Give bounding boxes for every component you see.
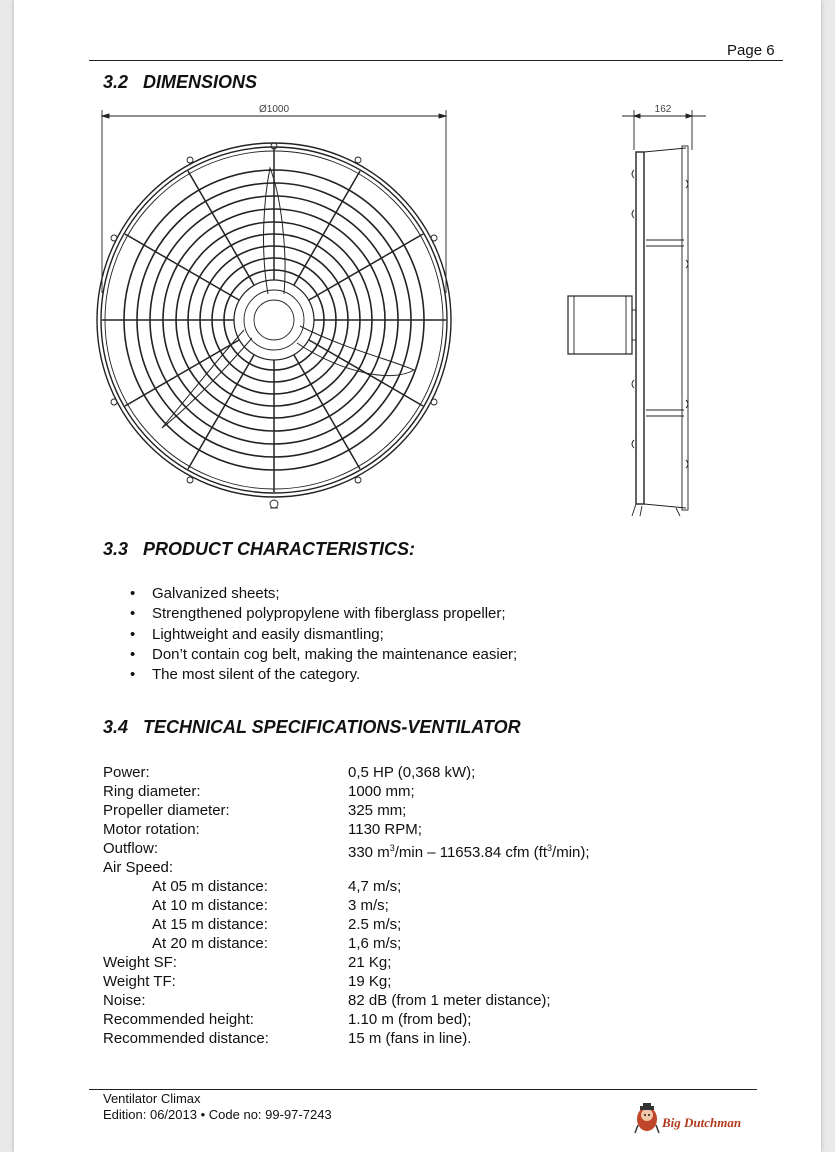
spec-label: At 20 m distance: <box>152 935 268 952</box>
section-title: TECHNICAL SPECIFICATIONS-VENTILATOR <box>143 717 521 737</box>
section-title: PRODUCT CHARACTERISTICS: <box>143 539 415 559</box>
spec-label: Ring diameter: <box>103 783 201 800</box>
section-title: DIMENSIONS <box>143 72 258 92</box>
spec-label: Air Speed: <box>103 859 174 876</box>
spec-value: 2.5 m/s; <box>348 916 402 933</box>
section-heading-specs <box>103 717 521 738</box>
brand-logo <box>634 1103 744 1137</box>
section-number: 3.3 <box>103 539 129 559</box>
spec-label: Noise: <box>103 992 146 1009</box>
spec-value: 4,7 m/s; <box>348 878 402 895</box>
spec-label: Motor rotation: <box>103 821 200 838</box>
front-dimension-label: Ø1000 <box>258 104 290 115</box>
side-dimension-label: 162 <box>654 104 672 115</box>
spec-value: 1130 RPM; <box>348 821 422 838</box>
spec-label: Weight SF: <box>103 954 177 971</box>
footer-rule <box>89 1089 757 1090</box>
footer-separator: • <box>200 1107 206 1122</box>
list-item: • Lightweight and easily dismantling; <box>130 625 517 645</box>
spec-label: Recommended distance: <box>103 1030 269 1047</box>
pig-mascot-icon <box>634 1103 662 1135</box>
spec-label: At 15 m distance: <box>152 916 268 933</box>
spec-value: 21 Kg; <box>348 954 392 971</box>
footer-edition: Edition: 06/2013 <box>103 1107 197 1122</box>
list-item: • Strengthened polypropylene with fiberglass propeller; <box>130 604 517 624</box>
list-item: • The most silent of the category. <box>130 665 517 685</box>
spec-value: 19 Kg; <box>348 973 392 990</box>
footer-product: Ventilator Climax <box>103 1091 201 1106</box>
spec-value: 3 m/s; <box>348 897 389 914</box>
spec-value: 1.10 m (from bed); <box>348 1011 472 1028</box>
section-heading-dimensions <box>103 72 257 93</box>
spec-label: Outflow: <box>103 840 159 857</box>
spec-value: 330 $m^3/\min - 11653.84$ cfm $(ft^3/\min)$; <box>348 843 590 861</box>
section-number: 3.4 <box>103 717 129 737</box>
spec-label: Power: <box>103 764 150 781</box>
header-rule <box>89 60 783 61</box>
fan-front-view-drawing <box>92 98 464 522</box>
footer-edition-line <box>103 1107 332 1122</box>
spec-label: Weight TF: <box>103 973 176 990</box>
spec-label: At 10 m distance: <box>152 897 268 914</box>
spec-value: 1,6 m/s; <box>348 935 402 952</box>
spec-value: 0,5 HP (0,368 kW); <box>348 764 476 781</box>
spec-label: Propeller diameter: <box>103 802 230 819</box>
footer-code: Code no: 99-97-7243 <box>208 1107 332 1122</box>
page-number: Page 6 <box>727 42 775 59</box>
section-number: 3.2 <box>103 72 129 92</box>
list-item: • Galvanized sheets; <box>130 584 517 604</box>
spec-label: Recommended height: <box>103 1011 254 1028</box>
list-item: • Don’t contain cog belt, making the maintenance easier; <box>130 645 517 665</box>
spec-value: 15 m (fans in line). <box>348 1030 472 1047</box>
spec-value: 1000 mm; <box>348 783 415 800</box>
spec-label: At 05 m distance: <box>152 878 268 895</box>
brand-name: Big Dutchman <box>662 1115 742 1130</box>
spec-value: 82 dB (from 1 meter distance); <box>348 992 551 1009</box>
section-heading-characteristics <box>103 539 415 560</box>
characteristics-list <box>130 584 517 685</box>
fan-side-view-drawing <box>560 100 720 522</box>
spec-value: 325 mm; <box>348 802 407 819</box>
